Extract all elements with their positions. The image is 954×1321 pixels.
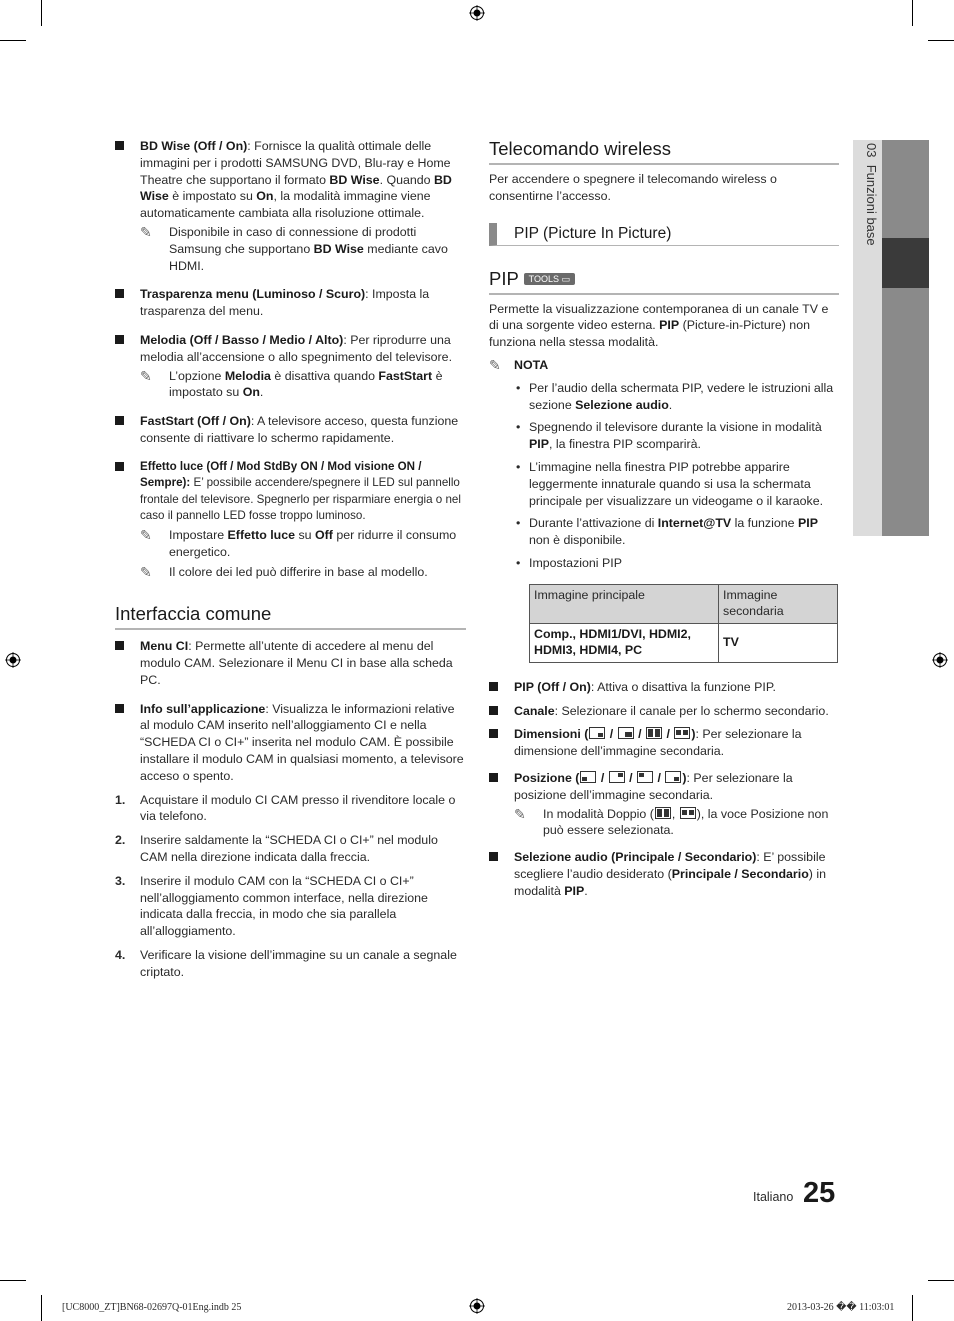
right-column bbox=[489, 138, 839, 907]
registration-mark-icon bbox=[469, 5, 485, 21]
crop-mark bbox=[0, 1280, 26, 1281]
list-item: Info sull’applicazione: Visualizza le informazioni relative al modulo CAM inserito nell’alloggiamento CI e nella “SCHEDA CI o CI+” inserita nel modulo CAM. È possibile installare il modulo CAM in qualsiasi momento, a televisore acceso o spento. bbox=[115, 701, 466, 785]
list-item: • Durante l’attivazione di Internet@TV la funzione PIP non è disponibile. bbox=[516, 516, 818, 548]
square-bullet-icon bbox=[489, 773, 498, 782]
square-bullet-icon bbox=[115, 462, 124, 471]
step-item: 1. Acquistare il modulo CI CAM presso il rivenditore locale o via telefono. bbox=[115, 792, 456, 824]
square-bullet-icon bbox=[115, 416, 124, 425]
bullet-icon: • bbox=[516, 459, 521, 474]
list-item: BD Wise (Off / On): Fornisce la qualità ottimale delle immagini per i prodotti SAMSUNG DVD, Blu-ray e Home Theatre che supportano il formato BD Wise. Quando BD Wise è impostato su On, la modalità immagine viene automaticamente cambiata alla risoluzione ottimale. ✎ Disponibile in caso di connessione di prodotti Samsung che supportano BD Wise mediante cavo HDMI. bbox=[115, 138, 466, 274]
pip-small-icon bbox=[589, 727, 605, 739]
table-row bbox=[530, 623, 838, 662]
pip-settings-table bbox=[529, 584, 838, 663]
paragraph: Per accendere o spegnere il telecomando wireless o consentirne l’accesso. bbox=[489, 172, 777, 203]
table-header-row bbox=[530, 584, 838, 623]
section-heading: Interfaccia comune bbox=[115, 603, 466, 630]
list-item: • Per l’audio della schermata PIP, vedere le istruzioni alla sezione Selezione audio. bbox=[516, 380, 834, 412]
square-bullet-icon bbox=[115, 289, 124, 298]
section-heading: PIP TOOLS ▭ bbox=[489, 268, 839, 295]
paragraph: Permette la visualizzazione contemporanea di un canale TV e di una sorgente video esterna. PIP (Picture-in-Picture) non funziona nella stessa modalità. bbox=[489, 301, 829, 350]
footer-language: Italiano bbox=[753, 1190, 794, 1204]
note: ✎ In modalità Doppio ( , ), la voce Posizione non può essere selezionata. bbox=[514, 805, 829, 838]
pencil-note-icon: ✎ bbox=[140, 564, 152, 581]
list-item: Melodia (Off / Basso / Medio / Alto): Per riprodurre una melodia all’accensione o allo spegnimento del televisore. ✎ L’opzione Melodia è disattiva quando FastStart è impostato su On. bbox=[115, 332, 466, 401]
pip-large-icon bbox=[618, 727, 634, 739]
list-item: Effetto luce (Off / Mod StdBy ON / Mod visione ON / Sempre): E’ possibile accendere/spegnere il LED sul pannello frontale del televisore. Spegnerlo per risparmiare energia o nel caso il pannello LED fosse troppo luminoso. ✎ Impostare Effetto luce su Off per ridurre il consumo energetico. ✎ Il colore dei led può differire in base al modello. bbox=[115, 459, 466, 581]
list-item: Canale: Selezionare il canale per lo schermo secondario. bbox=[489, 703, 839, 720]
square-bullet-icon bbox=[489, 852, 498, 861]
list-item: FastStart (Off / On): A televisore acceso, questa funzione consente di riattivare lo schermo rapidamente. bbox=[115, 413, 466, 447]
chapter-tab-dark bbox=[882, 140, 929, 536]
pencil-note-icon: ✎ bbox=[514, 805, 526, 822]
square-bullet-icon bbox=[115, 335, 124, 344]
pencil-note-icon: ✎ bbox=[140, 367, 152, 384]
crop-mark bbox=[0, 40, 26, 41]
tools-badge: TOOLS ▭ bbox=[524, 273, 575, 285]
subsection-heading: PIP (Picture In Picture) bbox=[489, 223, 839, 246]
nota-label: ✎ NOTA bbox=[489, 356, 549, 373]
bullet-icon: • bbox=[516, 555, 521, 570]
square-bullet-icon bbox=[115, 141, 124, 150]
list-item: • Spegnendo il televisore durante la visione in modalità PIP, la finestra PIP scomparirà. bbox=[516, 420, 822, 452]
list-item: Selezione audio (Principale / Secondario): E’ possibile scegliere l’audio desiderato (Principale / Secondario) in modalità PIP. bbox=[489, 849, 839, 899]
imprint-right: 2013-03-26 �� 11:03:01 bbox=[787, 1302, 895, 1313]
square-bullet-icon bbox=[489, 682, 498, 691]
crop-mark bbox=[41, 1295, 42, 1321]
bullet-icon: • bbox=[516, 516, 521, 531]
step-item: 3. Inserire il modulo CAM con la “SCHEDA CI o CI+” nell’alloggiamento common interface, nella direzione indicata dalla freccia, in modo che sia parallela all’alloggiamento. bbox=[115, 873, 428, 939]
square-bullet-icon bbox=[115, 704, 124, 713]
position-top-left-icon bbox=[637, 771, 653, 783]
step-item: 4. Verificare la visione dell’immagine su un canale a segnale criptato. bbox=[115, 947, 457, 979]
double-screen-icon bbox=[646, 727, 662, 739]
note: ✎ Il colore dei led può differire in base al modello. bbox=[140, 564, 428, 581]
square-bullet-icon bbox=[489, 729, 498, 738]
section-heading: Telecomando wireless bbox=[489, 138, 839, 165]
double-screen-wide-icon bbox=[680, 807, 696, 819]
note: ✎ L’opzione Melodia è disattiva quando FastStart è impostato su On. bbox=[140, 367, 443, 400]
table-cell: Comp., HDMI1/DVI, HDMI2, HDMI3, HDMI4, PC bbox=[530, 623, 719, 662]
list-item: • Impostazioni PIP bbox=[516, 555, 622, 570]
list-item: • L’immagine nella finestra PIP potrebbe apparire leggermente innaturale quando si usa la schermata principale per visualizzare un videogame o il karaoke. bbox=[516, 459, 824, 508]
list-item: Posizione ( / / / ): Per selezionare la posizione dell’immagine secondaria. ✎ In modalità Doppio ( , ), la voce Posizione non può essere selezionata. bbox=[489, 770, 839, 839]
chapter-tab-active bbox=[882, 238, 929, 288]
crop-mark bbox=[912, 1295, 913, 1321]
tools-icon: ▭ bbox=[561, 273, 571, 284]
step-item: 2. Inserire saldamente la “SCHEDA CI o CI+” nel modulo CAM nella direzione indicata dalla freccia. bbox=[115, 833, 438, 864]
table-header: Immagine principale bbox=[530, 584, 719, 623]
list-item: Menu CI: Permette all’utente di accedere al menu del modulo CAM. Selezionare il Menu CI in base alla scheda PC. bbox=[115, 638, 466, 688]
bullet-icon: • bbox=[516, 380, 521, 395]
crop-mark bbox=[41, 0, 42, 26]
registration-mark-icon bbox=[5, 652, 21, 668]
position-bottom-left-icon bbox=[580, 771, 596, 783]
chapter-tab-label: 03 Funzioni base bbox=[864, 143, 879, 246]
left-column bbox=[115, 138, 466, 987]
crop-mark bbox=[928, 40, 954, 41]
list-item: PIP (Off / On): Attiva o disattiva la funzione PIP. bbox=[489, 679, 839, 696]
crop-mark bbox=[912, 0, 913, 26]
table-cell: TV bbox=[719, 623, 838, 662]
pencil-note-icon: ✎ bbox=[489, 356, 501, 373]
page-number: 25 bbox=[803, 1177, 836, 1209]
bullet-icon: • bbox=[516, 420, 521, 435]
pencil-note-icon: ✎ bbox=[140, 223, 152, 240]
position-top-right-icon bbox=[609, 771, 625, 783]
square-bullet-icon bbox=[115, 641, 124, 650]
note: ✎ Disponibile in caso di connessione di prodotti Samsung che supportano BD Wise mediante cavo HDMI. bbox=[140, 223, 448, 273]
registration-mark-icon bbox=[469, 1298, 485, 1314]
list-item: Dimensioni ( / / / ): Per selezionare la dimensione dell’immagine secondaria. bbox=[489, 726, 839, 760]
double-screen-wide-icon bbox=[674, 727, 690, 739]
crop-mark bbox=[928, 1280, 954, 1281]
table-header: Immagine secondaria bbox=[719, 584, 838, 623]
pencil-note-icon: ✎ bbox=[140, 526, 152, 543]
square-bullet-icon bbox=[489, 706, 498, 715]
note: ✎ Impostare Effetto luce su Off per ridurre il consumo energetico. bbox=[140, 526, 457, 559]
position-bottom-right-icon bbox=[665, 771, 681, 783]
registration-mark-icon bbox=[932, 652, 948, 668]
imprint-left: [UC8000_ZT]BN68-02697Q-01Eng.indb 25 bbox=[62, 1302, 242, 1313]
list-item: Trasparenza menu (Luminoso / Scuro): Imposta la trasparenza del menu. bbox=[115, 286, 466, 320]
double-screen-icon bbox=[655, 807, 671, 819]
